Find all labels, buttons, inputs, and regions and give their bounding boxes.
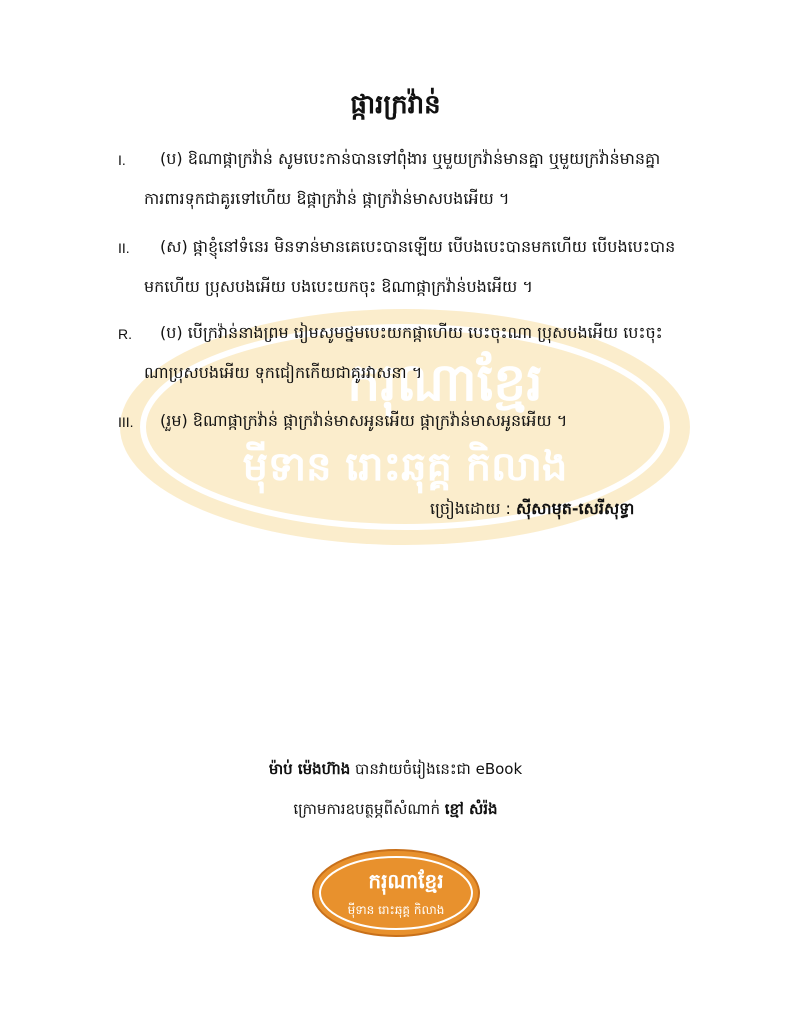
watermark-title: ករុណាខ្មែរ [347, 353, 543, 413]
verse-line: (ប) ឱណាផ្កាក្រវ៉ាន់ សូមបេះកាន់បានទៅពុំងារ ឬមួយក្រវ៉ាន់មានគ្នា ឬមួយក្រវ៉ាន់មានគ្នា [160, 149, 661, 168]
verse-line: (ប) បើក្រវ៉ាន់នាងព្រម រៀមសូមថ្នមបេះយកផ្កាហើយ បេះចុះណា ប្រុសបងអើយ បេះចុះ [160, 323, 663, 342]
verse-number: I. [118, 152, 126, 168]
page-title: ផ្ការក្រវ៉ាន់ [350, 90, 441, 120]
verse-line: (រួម) ឱណាផ្កាក្រវ៉ាន់ ផ្កាក្រវ៉ាន់មាសអូនអើយ ផ្កាក្រវ៉ាន់មាសអូនអើយ ។ [160, 411, 568, 430]
singer-label: ច្រៀងដោយ : [430, 499, 511, 518]
typist-name: ម៉ាប់ ម៉េងហ៊ាង [268, 760, 351, 778]
singer-credit [430, 498, 634, 522]
typist-text: បានវាយចំរៀងនេះជា eBook [355, 760, 523, 778]
verse-number: III. [118, 414, 134, 430]
verse-number: II. [118, 240, 130, 256]
typist-credit [0, 760, 791, 782]
watermark-subtitle: ម៉ីទាន រោះឆុគ្គ កិលាង [242, 444, 568, 490]
logo-title: ករុណាខ្មែរ [368, 869, 444, 893]
logo-subtitle: ម៉ីទាន រោះឆុគ្គ កិលាង [347, 903, 445, 917]
brand-logo [311, 848, 481, 938]
sponsor-name: ខ្មៅ សំរ៉ង [444, 800, 498, 818]
logo-ellipse [313, 850, 479, 936]
sponsor-text: ក្រោមការឧបត្ថម្ភពីសំណាក់ [293, 800, 440, 818]
verse-line: ការពារទុកជាគូរទៅហើយ ឱផ្កាក្រវ៉ាន់ ផ្កាក្រវ៉ាន់មាសបងអើយ ។ [144, 189, 510, 208]
singer-name: ស៊ីសាមុត-សេរីសុទ្ធា [516, 499, 635, 518]
verse-number: R. [118, 326, 132, 342]
verse-line: មកហើយ ប្រុសបងអើយ បងបេះយកចុះ ឱណាផ្កាក្រវ៉ាន់បងអើយ ។ [144, 277, 533, 296]
sponsor-credit [0, 800, 791, 822]
verse-line: (ស) ផ្កាខ្ញុំនៅទំនេរ មិនទាន់មានគេបេះបានឡើយ បើបងបេះបានមកហើយ បើបងបេះបាន [160, 237, 676, 256]
verse-line: ណាប្រុសបងអើយ ទុកជៀកកើយជាគូរវាសនា ។ [144, 363, 423, 382]
